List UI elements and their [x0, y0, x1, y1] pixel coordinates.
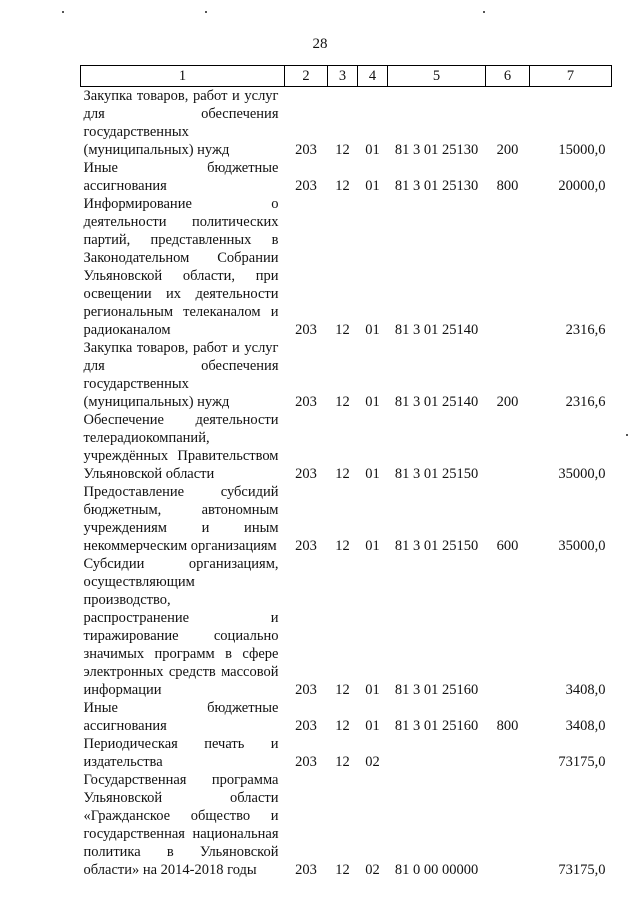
row-name: Информирование о деятельности политических партий, представленных в Законодательном Собрании Ульяновской области, при освещении их деятельности региональным телеканалом и радиоканалом	[83, 196, 279, 338]
row-expense-type	[486, 195, 530, 339]
row-subsection: 01	[365, 718, 380, 734]
row-target: 81 3 01 25160	[394, 718, 479, 734]
row-amount: 15000,0	[558, 142, 606, 158]
scan-speck	[626, 434, 628, 436]
row-name: Закупка товаров, работ и услуг для обеспечения государственных (муниципальных) нужд	[83, 88, 279, 158]
row-ministry: 203	[295, 394, 317, 410]
row-section: 12	[335, 754, 350, 770]
row-amount: 73175,0	[558, 862, 606, 878]
table-row	[81, 411, 612, 483]
scan-speck	[62, 11, 64, 13]
table-row	[81, 87, 612, 160]
row-amount: 2316,6	[565, 394, 606, 410]
row-subsection: 02	[365, 862, 380, 878]
row-amount: 35000,0	[558, 538, 606, 554]
scan-speck	[483, 11, 485, 13]
row-name: Обеспечение деятельности телерадиокомпаний, учреждённых Правительством Ульяновской области	[83, 412, 279, 482]
row-target: 81 3 01 25140	[394, 394, 479, 410]
row-subsection: 01	[365, 682, 380, 698]
row-amount: 73175,0	[558, 754, 606, 770]
row-section: 12	[335, 466, 350, 482]
row-section: 12	[335, 682, 350, 698]
row-ministry: 203	[295, 538, 317, 554]
row-expense-type: 600	[496, 538, 519, 554]
row-name: Государственная программа Ульяновской области «Гражданское общество и государственная национальная политика в Ульяновской области» на 2014-2018 годы	[83, 772, 279, 878]
row-ministry: 203	[295, 862, 317, 878]
row-section: 12	[335, 718, 350, 734]
table-body	[81, 87, 612, 880]
row-name: Периодическая печать и издательства	[83, 736, 279, 770]
row-amount: 35000,0	[558, 466, 606, 482]
table-row	[81, 555, 612, 699]
table-row	[81, 771, 612, 879]
row-expense-type: 200	[496, 394, 519, 410]
table-row	[81, 483, 612, 555]
row-section: 12	[335, 322, 350, 338]
row-target: 81 3 01 25130	[394, 142, 479, 158]
header-col-3: 3	[328, 66, 358, 87]
row-expense-type	[486, 771, 530, 879]
row-ministry: 203	[295, 718, 317, 734]
row-ministry: 203	[295, 466, 317, 482]
row-expense-type	[486, 555, 530, 699]
row-amount: 3408,0	[565, 682, 606, 698]
row-target: 81 3 01 25150	[394, 466, 479, 482]
row-amount: 2316,6	[565, 322, 606, 338]
page-number: 28	[312, 36, 328, 52]
header-col-4: 4	[358, 66, 388, 87]
row-section: 12	[335, 178, 350, 194]
row-ministry: 203	[295, 754, 317, 770]
row-name: Иные бюджетные ассигнования	[83, 160, 279, 194]
header-col-6: 6	[486, 66, 530, 87]
row-ministry: 203	[295, 322, 317, 338]
row-target: 81 3 01 25140	[394, 322, 479, 338]
header-col-2: 2	[285, 66, 328, 87]
header-row	[81, 66, 612, 87]
row-section: 12	[335, 394, 350, 410]
row-target: 81 0 00 00000	[394, 862, 479, 878]
scan-speck	[205, 11, 207, 13]
row-subsection: 01	[365, 178, 380, 194]
row-subsection: 01	[365, 142, 380, 158]
row-section: 12	[335, 862, 350, 878]
header-col-1: 1	[81, 66, 285, 87]
row-ministry: 203	[295, 178, 317, 194]
row-expense-type: 200	[496, 142, 519, 158]
row-subsection: 02	[365, 754, 380, 770]
row-ministry: 203	[295, 142, 317, 158]
table-row	[81, 699, 612, 735]
row-amount: 20000,0	[558, 178, 606, 194]
table-row	[81, 735, 612, 771]
row-expense-type: 800	[496, 178, 519, 194]
row-amount: 3408,0	[565, 718, 606, 734]
row-section: 12	[335, 142, 350, 158]
row-name: Предоставление субсидий бюджетным, автономным учреждениям и иным некоммерческим организациям	[83, 484, 279, 554]
row-expense-type: 800	[496, 718, 519, 734]
table-row	[81, 339, 612, 411]
row-subsection: 01	[365, 394, 380, 410]
table-row	[81, 195, 612, 339]
row-subsection: 01	[365, 322, 380, 338]
row-target	[388, 735, 486, 771]
table-header	[81, 66, 612, 87]
header-col-7: 7	[530, 66, 612, 87]
header-col-5: 5	[388, 66, 486, 87]
row-name: Иные бюджетные ассигнования	[83, 700, 279, 734]
row-name: Субсидии организациям, осуществляющим производство, распространение и тиражирование социально значимых программ в сфере электронных средств массовой информации	[83, 556, 279, 698]
row-subsection: 01	[365, 538, 380, 554]
row-expense-type	[486, 735, 530, 771]
row-target: 81 3 01 25130	[394, 178, 479, 194]
budget-table	[80, 65, 612, 879]
row-section: 12	[335, 538, 350, 554]
row-ministry: 203	[295, 682, 317, 698]
row-target: 81 3 01 25160	[394, 682, 479, 698]
row-name: Закупка товаров, работ и услуг для обеспечения государственных (муниципальных) нужд	[83, 340, 279, 410]
row-target: 81 3 01 25150	[394, 538, 479, 554]
row-expense-type	[486, 411, 530, 483]
table-row	[81, 159, 612, 195]
row-subsection: 01	[365, 466, 380, 482]
